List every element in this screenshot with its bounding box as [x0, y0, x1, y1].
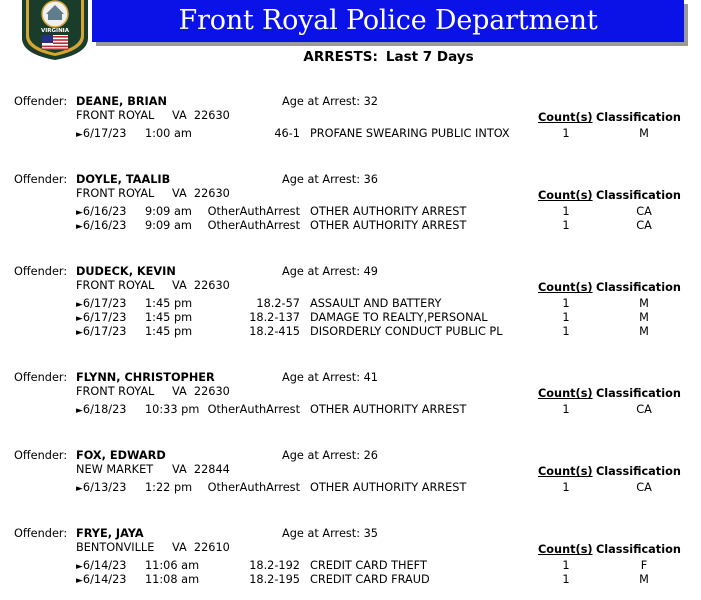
charge-classification: M — [639, 325, 649, 338]
offender-record — [0, 527, 701, 597]
age-label: Age at Arrest: — [282, 95, 361, 108]
offender-state-zip: VA 22630 — [172, 187, 230, 200]
offender-record — [0, 371, 701, 441]
charge-statute: 18.2-192 — [249, 559, 300, 572]
charge-count: 1 — [562, 311, 570, 324]
charge-description: OTHER AUTHORITY ARREST — [310, 219, 467, 232]
age-label: Age at Arrest: — [282, 371, 361, 384]
charge-date — [76, 297, 126, 310]
age-label: Age at Arrest: — [282, 173, 361, 186]
offender-name: FRYE, JAYA — [76, 527, 144, 540]
age-label: Age at Arrest: — [282, 527, 361, 540]
charge-classification: M — [639, 573, 649, 586]
charge-classification: CA — [636, 219, 652, 232]
charge-classification: F — [640, 559, 648, 572]
charge-date — [76, 127, 126, 140]
classification-header: Classification — [596, 189, 681, 202]
charge-date-value: 6/17/23 — [82, 127, 127, 140]
charge-classification: M — [639, 311, 649, 324]
age-value: 32 — [363, 95, 378, 108]
charge-date-value: 6/17/23 — [82, 325, 127, 338]
offender-state-zip: VA 22844 — [172, 463, 230, 476]
age-value: 26 — [363, 449, 378, 462]
offender-label: Offender: — [14, 265, 68, 278]
charge-date-value: 6/14/23 — [82, 573, 127, 586]
charge-classification: M — [639, 297, 649, 310]
charge-description: CREDIT CARD FRAUD — [310, 573, 430, 586]
arrow-icon: ► — [76, 562, 83, 572]
offender-state-zip: VA 22630 — [172, 279, 230, 292]
offender-label: Offender: — [14, 449, 68, 462]
charge-classification: M — [639, 127, 649, 140]
charge-count: 1 — [562, 325, 570, 338]
charge-count: 1 — [562, 559, 570, 572]
page-subtitle — [0, 49, 701, 65]
charge-date-value: 6/14/23 — [82, 559, 127, 572]
charge-description: OTHER AUTHORITY ARREST — [310, 403, 467, 416]
charge-row — [0, 127, 701, 141]
charge-description: OTHER AUTHORITY ARREST — [310, 481, 467, 494]
charge-description: DISORDERLY CONDUCT PUBLIC PL — [310, 325, 503, 338]
offender-name: FOX, EDWARD — [76, 449, 166, 462]
offender-label: Offender: — [14, 95, 68, 108]
charge-row — [0, 481, 701, 495]
charge-row — [0, 205, 701, 219]
offender-city: FRONT ROYAL — [76, 187, 155, 200]
counts-header: Count(s) — [538, 543, 593, 556]
age-at-arrest — [282, 449, 378, 462]
charge-date — [76, 219, 126, 232]
charge-date-value: 6/16/23 — [82, 219, 127, 232]
offender-label: Offender: — [14, 173, 68, 186]
classification-header: Classification — [596, 281, 681, 294]
age-at-arrest — [282, 95, 378, 108]
charge-date — [76, 573, 126, 586]
age-value: 35 — [363, 527, 378, 540]
age-label: Age at Arrest: — [282, 265, 361, 278]
charge-count: 1 — [562, 205, 570, 218]
charge-date-value: 6/18/23 — [82, 403, 127, 416]
offender-city: NEW MARKET — [76, 463, 154, 476]
offender-name: FLYNN, CHRISTOPHER — [76, 371, 215, 384]
counts-header: Count(s) — [538, 189, 593, 202]
charge-description: CREDIT CARD THEFT — [310, 559, 427, 572]
offender-record — [0, 95, 701, 165]
age-at-arrest — [282, 371, 378, 384]
charge-time: 1:45 pm — [145, 325, 193, 338]
counts-header: Count(s) — [538, 465, 593, 478]
department-title: Front Royal Police Department — [92, 0, 684, 42]
charge-statute: 46-1 — [274, 127, 300, 140]
offender-record — [0, 265, 701, 338]
charge-date — [76, 403, 126, 416]
offender-record — [0, 449, 701, 519]
counts-header: Count(s) — [538, 111, 593, 124]
charge-time: 10:33 pm — [145, 403, 200, 416]
charge-statute: 18.2-137 — [249, 311, 300, 324]
charge-time: 1:45 pm — [145, 297, 193, 310]
offender-city: BENTONVILLE — [76, 541, 155, 554]
charge-date-value: 6/17/23 — [82, 311, 127, 324]
arrow-icon: ► — [76, 222, 83, 232]
subtitle-period: Last 7 Days — [385, 49, 474, 65]
arrow-icon: ► — [76, 406, 83, 416]
charge-description: ASSAULT AND BATTERY — [310, 297, 442, 310]
charge-classification: CA — [636, 205, 652, 218]
arrow-icon: ► — [76, 300, 83, 310]
offender-record — [0, 173, 701, 243]
charge-statute: OtherAuthArrest — [207, 481, 300, 494]
offender-city: FRONT ROYAL — [76, 279, 155, 292]
age-at-arrest — [282, 527, 378, 540]
charge-date-value: 6/13/23 — [82, 481, 127, 494]
charge-statute: OtherAuthArrest — [207, 219, 300, 232]
age-at-arrest — [282, 173, 378, 186]
charge-time: 1:45 pm — [145, 311, 193, 324]
charge-classification: CA — [636, 403, 652, 416]
offender-state-zip: VA 22610 — [172, 541, 230, 554]
charge-date — [76, 325, 126, 338]
offender-city: FRONT ROYAL — [76, 385, 155, 398]
charge-row — [0, 325, 701, 339]
age-label: Age at Arrest: — [282, 449, 361, 462]
charge-date — [76, 311, 126, 324]
offender-name: DOYLE, TAALIB — [76, 173, 171, 186]
age-value: 41 — [363, 371, 378, 384]
classification-header: Classification — [596, 465, 681, 478]
offender-name: DUDECK, KEVIN — [76, 265, 176, 278]
offender-state-zip: VA 22630 — [172, 385, 230, 398]
offender-label: Offender: — [14, 371, 68, 384]
offender-state-zip: VA 22630 — [172, 109, 230, 122]
charge-row — [0, 219, 701, 233]
subtitle-label: ARRESTS: — [303, 49, 378, 65]
badge-text: VIRGINIA — [40, 28, 70, 34]
charge-time: 11:06 am — [145, 559, 200, 572]
charge-row — [0, 311, 701, 325]
counts-header: Count(s) — [538, 387, 593, 400]
charge-classification: CA — [636, 481, 652, 494]
charge-row — [0, 403, 701, 417]
arrow-icon: ► — [76, 208, 83, 218]
charge-date-value: 6/17/23 — [82, 297, 127, 310]
charge-date — [76, 481, 126, 494]
charge-count: 1 — [562, 127, 570, 140]
charge-statute: 18.2-195 — [249, 573, 300, 586]
age-value: 36 — [363, 173, 378, 186]
charge-description: DAMAGE TO REALTY,PERSONAL — [310, 311, 488, 324]
age-at-arrest — [282, 265, 378, 278]
arrow-icon: ► — [76, 484, 83, 494]
offender-city: FRONT ROYAL — [76, 109, 155, 122]
charge-row — [0, 297, 701, 311]
charge-statute: OtherAuthArrest — [207, 205, 300, 218]
charge-time: 1:00 am — [145, 127, 192, 140]
charge-row — [0, 559, 701, 573]
offender-name: DEANE, BRIAN — [76, 95, 167, 108]
charge-description: OTHER AUTHORITY ARREST — [310, 205, 467, 218]
charge-count: 1 — [562, 297, 570, 310]
charge-statute: OtherAuthArrest — [207, 403, 300, 416]
charge-count: 1 — [562, 403, 570, 416]
charge-statute: 18.2-57 — [256, 297, 300, 310]
charge-time: 9:09 am — [145, 219, 192, 232]
charge-statute: 18.2-415 — [249, 325, 300, 338]
classification-header: Classification — [596, 387, 681, 400]
charge-time: 9:09 am — [145, 205, 192, 218]
charge-date — [76, 205, 126, 218]
classification-header: Classification — [596, 111, 681, 124]
age-value: 49 — [363, 265, 378, 278]
charge-time: 11:08 am — [145, 573, 200, 586]
charge-count: 1 — [562, 219, 570, 232]
charge-count: 1 — [562, 573, 570, 586]
charge-time: 1:22 pm — [145, 481, 193, 494]
arrow-icon: ► — [76, 130, 83, 140]
offender-label: Offender: — [14, 527, 68, 540]
classification-header: Classification — [596, 543, 681, 556]
charge-date — [76, 559, 126, 572]
charge-row — [0, 573, 701, 587]
charge-date-value: 6/16/23 — [82, 205, 127, 218]
charge-count: 1 — [562, 481, 570, 494]
counts-header: Count(s) — [538, 281, 593, 294]
charge-description: PROFANE SWEARING PUBLIC INTOX — [310, 127, 510, 140]
arrow-icon: ► — [76, 328, 83, 338]
arrow-icon: ► — [76, 314, 83, 324]
arrow-icon: ► — [76, 576, 83, 586]
